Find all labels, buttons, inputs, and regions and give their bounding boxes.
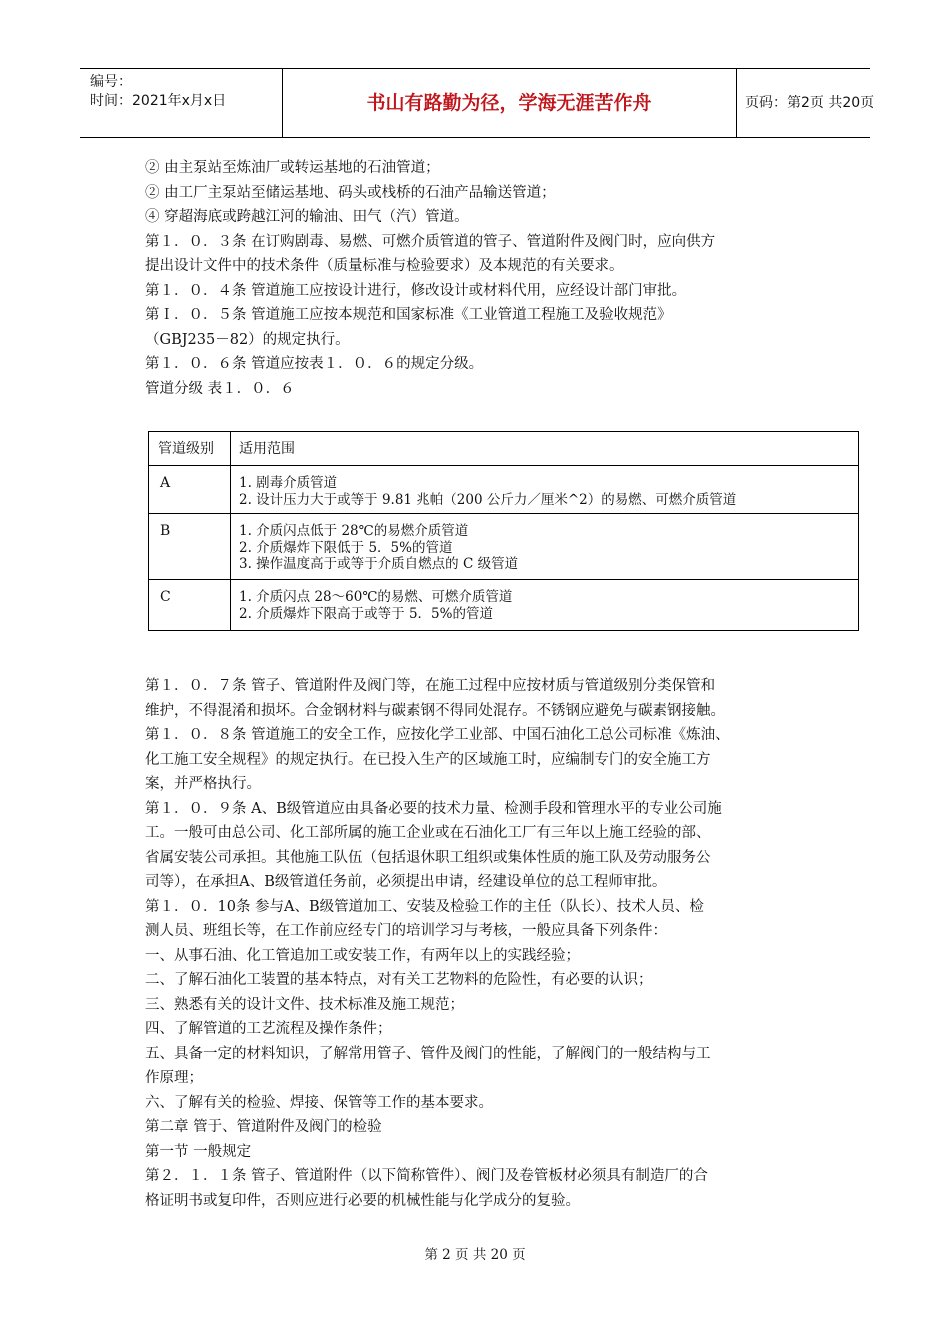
text-line: ④ 穿超海底或跨越江河的输油、田气（汽）管道。 xyxy=(145,209,469,225)
page-header xyxy=(80,68,875,138)
table-row xyxy=(149,514,858,580)
text-line: 化工施工安全规程》的规定执行。在已投入生产的区域施工时，应编制专门的安全施工方 xyxy=(145,751,711,768)
scope-item: 1. 剧毒介质管道 xyxy=(239,475,338,491)
text-line: ② 由主泵站至炼油厂或转运基地的石油管道； xyxy=(145,160,440,176)
text-line: 二、了解石油化工装置的基本特点，对有关工艺物料的危险性，有必要的认识； xyxy=(145,972,653,988)
column-header-scope: 适用范围 xyxy=(239,441,295,457)
page-footer: 第 2 页 共 20 页 xyxy=(424,1247,526,1263)
text-line: 提出设计文件中的技术条件（质量标准与检验要求）及本规范的有关要求。 xyxy=(145,258,624,274)
text-line: 四、了解管道的工艺流程及操作条件； xyxy=(145,1021,392,1037)
text-line: 三、熟悉有关的设计文件、技术标准及施工规范； xyxy=(145,996,464,1013)
text-line: 第１．０．４条 管道施工应按设计进行，修改设计或材料代用，应经设计部门审批。 xyxy=(145,282,687,299)
document-code-label: 编号： xyxy=(90,74,132,90)
scope-item: 1. 介质闪点低于 28℃的易燃介质管道 xyxy=(239,523,469,539)
text-line: 格证明书或复印件，否则应进行必要的机械性能与化学成分的复验。 xyxy=(145,1192,580,1209)
text-line: 第１．０．８条 管道施工的安全工作，应按化学工业部、中国石油化工总公司标准《炼油、 xyxy=(145,727,730,743)
scope-item: 2. 设计压力大于或等于 9.81 兆帕（200 公斤力／厘米^2）的易燃、可燃介质管道 xyxy=(239,491,737,508)
text-line: 维护，不得混淆和损坏。合金钢材料与碳素钢不得同处混存。不锈钢应避免与碳素钢接触。 xyxy=(145,702,725,719)
header-motto: 书山有路勤为径，学海无涯苦作舟 xyxy=(366,92,652,114)
chapter-heading: 第二章 管于、管道附件及阀门的检验 xyxy=(145,1119,382,1135)
text-line: 案，并严格执行。 xyxy=(145,776,261,792)
text-line: 作原理； xyxy=(145,1070,203,1086)
text-line: 省属安装公司承担。其他施工队伍（包括退休职工组织或集体性质的施工队及劳动服务公 xyxy=(145,849,711,866)
table-caption: 管道分级 表１．０．６ xyxy=(145,380,295,397)
text-line: 工。一般可由总公司、化工部所属的施工企业或在石油化工厂有三年以上施工经验的部、 xyxy=(145,825,711,841)
header-page-cell xyxy=(737,69,875,137)
section-heading: 第一节 一般规定 xyxy=(145,1143,252,1160)
text-line: 第Ｉ．０．５条 管道施工应按本规范和国家标准《工业管道工程施工及验收规范》 xyxy=(145,307,672,323)
grade-cell: B xyxy=(160,523,171,539)
text-line: 第１．０．10条 参与A、B级管道加工、安装及检验工作的主任（队长）、技术人员、检 xyxy=(145,898,704,915)
table-header-row xyxy=(149,432,858,466)
scope-item: 2. 介质爆炸下限高于或等于 5．5%的管道 xyxy=(239,605,493,622)
body-text-bottom xyxy=(145,674,810,1213)
header-motto-cell xyxy=(282,69,737,137)
scope-cell xyxy=(239,589,512,622)
text-line: 司等），在承担A、B级管道任务前，必须提出申请，经建设单位的总工程师审批。 xyxy=(145,874,667,890)
scope-item: 3. 操作温度高于或等于介质自燃点的 C 级管道 xyxy=(239,556,519,572)
text-line: 第１．０．３条 在订购剧毒、易燃、可燃介质管道的管子、管道附件及阀门时，应向供方 xyxy=(145,233,716,250)
table-row xyxy=(149,580,858,630)
pipe-grade-table xyxy=(148,431,859,631)
text-line: 一、从事石油、化工管追加工或安装工作，有两年以上的实践经验； xyxy=(145,947,580,964)
scope-item: 2. 介质爆炸下限低于 5．5%的管道 xyxy=(239,539,453,556)
column-header-grade: 管道级别 xyxy=(158,441,214,457)
scope-item: 1. 介质闪点 28～60℃的易燃、可燃介质管道 xyxy=(239,589,513,605)
text-line: 第２．１．１条 管子、管道附件（以下简称管件）、阀门及卷管板材必须具有制造厂的合 xyxy=(145,1168,708,1184)
text-line: 测人员、班组长等，在工作前应经专门的培训学习与考核，一般应具备下列条件： xyxy=(145,923,667,939)
scope-cell xyxy=(239,475,736,508)
document-date: 时间：2021年x月x日 xyxy=(90,93,227,109)
text-line: 六、了解有关的检验、焊接、保管等工作的基本要求。 xyxy=(145,1094,493,1111)
grade-cell: A xyxy=(160,475,171,491)
scope-cell xyxy=(239,523,518,573)
text-line: 第１．０．７条 管子、管道附件及阀门等，在施工过程中应按材质与管道级别分类保管和 xyxy=(145,678,716,694)
grade-cell: C xyxy=(160,589,171,605)
body-text-top xyxy=(145,156,810,401)
table-row xyxy=(149,466,858,514)
text-line: 第１．０．９条 A、B级管道应由具备必要的技术力量、检测手段和管理水平的专业公司施 xyxy=(145,800,722,817)
text-line: 五、具备一定的材料知识，了解常用管子、管件及阀门的性能，了解阀门的一般结构与工 xyxy=(145,1045,711,1062)
text-line: ② 由工厂主泵站至储运基地、码头或栈桥的石油产品输送管道； xyxy=(145,184,556,201)
header-page-code: 页码：第2页 共20页 xyxy=(745,95,875,111)
text-line: （GBJ235－82）的规定执行。 xyxy=(145,331,350,348)
text-line: 第１．０．６条 管道应按表１．０．６的规定分级。 xyxy=(145,356,484,372)
header-info-cell xyxy=(80,69,283,137)
